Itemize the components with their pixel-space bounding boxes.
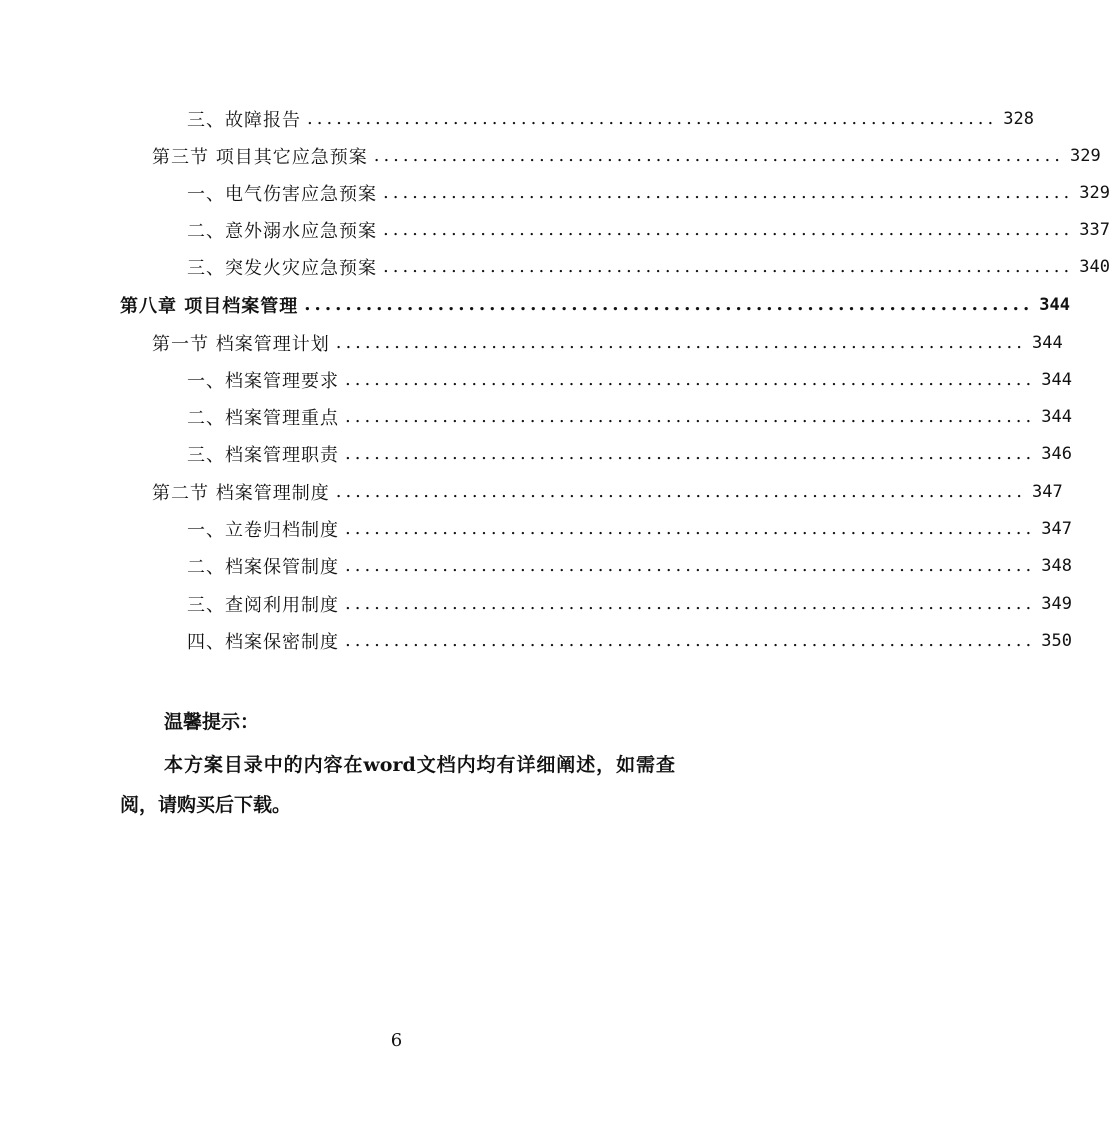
toc-entry-page: 346 — [1041, 443, 1072, 464]
notice-title: 温馨提示： — [164, 711, 260, 733]
toc-entry-title: 三、档案管理职责 — [187, 444, 339, 466]
toc-entry[interactable] — [187, 547, 1072, 584]
page-number: 6 — [390, 1030, 403, 1051]
toc-entry[interactable] — [152, 324, 1063, 361]
toc-entry-page: 340 — [1079, 256, 1110, 277]
toc-entry-page: 350 — [1041, 630, 1072, 651]
toc-entry[interactable] — [187, 361, 1072, 398]
toc-entry-title: 第三节 项目其它应急预案 — [152, 146, 368, 168]
toc-entry-title: 一、立卷归档制度 — [187, 519, 339, 541]
toc-entry-page: 344 — [1041, 369, 1072, 390]
toc-entry[interactable] — [152, 473, 1063, 510]
dot-leader: ....................................................................... — [383, 219, 1074, 240]
toc-entry-page: 344 — [1031, 332, 1063, 353]
dot-leader: ....................................................................... — [335, 481, 1026, 502]
toc-entry[interactable] — [187, 398, 1072, 435]
dot-leader: ....................................................................... — [373, 145, 1064, 166]
toc-entry-title: 第一节 档案管理计划 — [152, 333, 330, 355]
dot-leader: ....................................................................... — [307, 108, 998, 129]
toc-entry[interactable] — [187, 174, 1110, 211]
toc-entry[interactable] — [187, 211, 1110, 248]
toc-entry-page: 347 — [1041, 518, 1072, 539]
toc-entry-page: 337 — [1079, 219, 1110, 240]
notice-block — [120, 703, 675, 825]
toc-entry-title: 第八章 项目档案管理 — [120, 295, 299, 317]
dot-leader: ....................................................................... — [345, 555, 1036, 576]
toc-entry-page: 329 — [1079, 182, 1110, 203]
toc-entry[interactable] — [187, 510, 1072, 547]
toc-entry-page: 329 — [1069, 145, 1101, 166]
toc-entry[interactable] — [187, 622, 1072, 659]
toc-entry-page: 347 — [1031, 481, 1063, 502]
toc-entry[interactable] — [187, 248, 1110, 285]
dot-leader: ....................................................................... — [345, 518, 1036, 539]
toc-entry-title: 一、档案管理要求 — [187, 370, 339, 392]
toc-entry-title: 二、意外溺水应急预案 — [187, 220, 377, 242]
toc-chapter-entry[interactable] — [120, 286, 1070, 323]
dot-leader: ....................................................................... — [383, 256, 1074, 277]
dot-leader: ....................................................................... — [304, 294, 1034, 315]
toc-entry-page: 328 — [1003, 108, 1034, 129]
toc-entry-title: 二、档案管理重点 — [187, 407, 339, 429]
dot-leader: ....................................................................... — [345, 406, 1036, 427]
toc-entry-title: 三、查阅利用制度 — [187, 594, 339, 616]
toc-entry[interactable] — [152, 137, 1101, 174]
dot-leader: ....................................................................... — [383, 182, 1074, 203]
toc-entry-title: 三、突发火灾应急预案 — [187, 257, 377, 279]
toc-entry-page: 349 — [1041, 593, 1072, 614]
toc-entry-title: 第二节 档案管理制度 — [152, 482, 330, 504]
toc-entry-title: 四、档案保密制度 — [187, 631, 339, 653]
toc-entry-title: 一、电气伤害应急预案 — [187, 183, 377, 205]
dot-leader: ....................................................................... — [345, 369, 1036, 390]
dot-leader: ....................................................................... — [345, 593, 1036, 614]
toc-entry-title: 二、档案保管制度 — [187, 556, 339, 578]
toc-entry[interactable] — [187, 435, 1072, 472]
dot-leader: ....................................................................... — [335, 332, 1026, 353]
dot-leader: ....................................................................... — [345, 443, 1036, 464]
toc-entry[interactable] — [187, 585, 1072, 622]
dot-leader: ....................................................................... — [345, 630, 1036, 651]
toc-entry-page: 348 — [1041, 555, 1072, 576]
toc-entry-title: 三、故障报告 — [187, 109, 301, 131]
toc-entry-page: 344 — [1041, 406, 1072, 427]
toc-entry-page: 344 — [1039, 294, 1070, 315]
notice-body: 本方案目录中的内容在word文档内均有详细阐述，如需查阅，请购买后下载。 — [120, 754, 675, 816]
toc-entry[interactable] — [187, 100, 1034, 137]
